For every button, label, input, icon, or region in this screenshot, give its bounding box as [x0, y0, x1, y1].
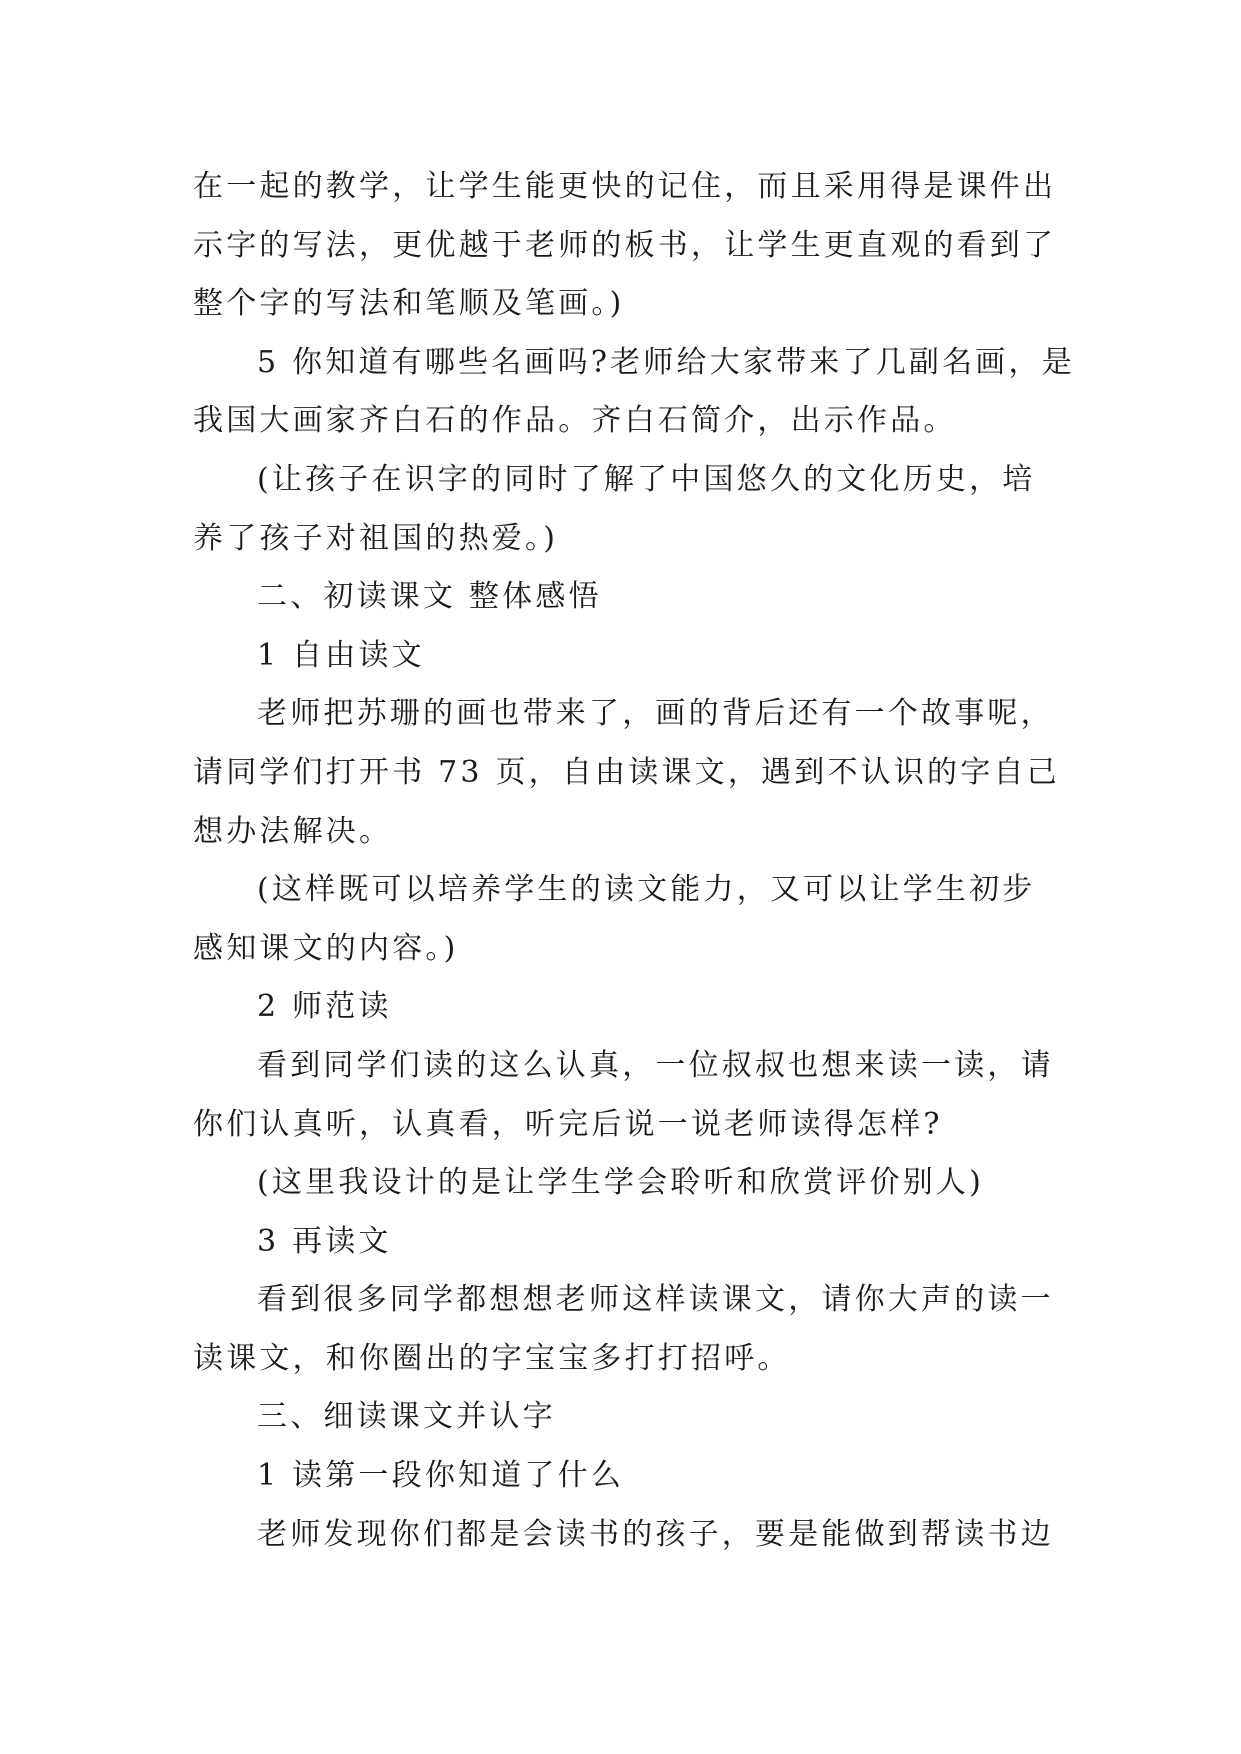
text-line: 看到同学们读的这么认真，一位叔叔也想来读一读，请: [257, 1047, 1054, 1083]
text-line: 2 师范读: [257, 989, 392, 1025]
text-line: 看到很多同学都想想老师这样读课文，请你大声的读一: [257, 1282, 1054, 1318]
text-line: 养了孩子对祖国的热爱。): [193, 520, 559, 556]
text-line: 3 再读文: [257, 1223, 392, 1259]
paragraph: [193, 627, 1053, 686]
text-line: 我国大画家齐白石的作品。齐白石简介，出示作品。: [193, 403, 957, 439]
paragraph: [193, 568, 1053, 627]
paragraph: [193, 1037, 1053, 1154]
paragraph: [193, 334, 1075, 451]
text-line: 请同学们打开书 73 页，自由读课文，遇到不认识的字自己: [193, 754, 1060, 790]
paragraph: [193, 1388, 1053, 1447]
paragraph: [193, 1447, 1053, 1506]
text-line: 感知课文的内容。): [193, 930, 459, 966]
paragraph: [193, 1271, 1053, 1388]
text-line: 二、初读课文 整体感悟: [257, 579, 602, 615]
text-line: 三、细读课文并认字: [257, 1399, 556, 1435]
text-line: 5 你知道有哪些名画吗?老师给大家带来了几副名画，是: [257, 344, 1075, 380]
text-line: (这里我设计的是让学生学会聆听和欣赏评价别人): [257, 1165, 985, 1201]
text-line: 读课文，和你圈出的字宝宝多打打招呼。: [193, 1340, 791, 1376]
paragraph: [193, 1213, 1053, 1272]
paragraph: [193, 1154, 1053, 1213]
text-line: (让孩子在识字的同时了解了中国悠久的文化历史，培: [257, 461, 1036, 497]
text-line: 在一起的教学，让学生能更快的记住，而且采用得是课件出: [193, 169, 1057, 204]
text-line: 老师把苏珊的画也带来了，画的背后还有一个故事呢，: [257, 696, 1054, 732]
text-line: 老师发现你们都是会读书的孩子，要是能做到帮读书边: [257, 1516, 1054, 1552]
paragraph: [193, 685, 1060, 861]
text-line: 1 自由读文: [257, 637, 425, 673]
paragraph: [193, 158, 1057, 334]
text-line: 示字的写法，更优越于老师的板书，让学生更直观的看到了: [193, 227, 1057, 263]
text-line: (这样既可以培养学生的读文能力，又可以让学生初步: [257, 872, 1036, 908]
paragraph: [193, 1506, 1053, 1565]
text-line: 想办法解决。: [193, 813, 393, 849]
text-line: 1 读第一段你知道了什么: [257, 1458, 625, 1494]
paragraph: [193, 861, 1053, 978]
document-body: [193, 158, 1075, 1564]
text-line: 整个字的写法和笔顺及笔画。): [193, 286, 625, 322]
text-line: 你们认真听，认真看，听完后说一说老师读得怎样?: [193, 1106, 943, 1142]
paragraph: [193, 978, 1053, 1037]
paragraph: [193, 451, 1053, 568]
